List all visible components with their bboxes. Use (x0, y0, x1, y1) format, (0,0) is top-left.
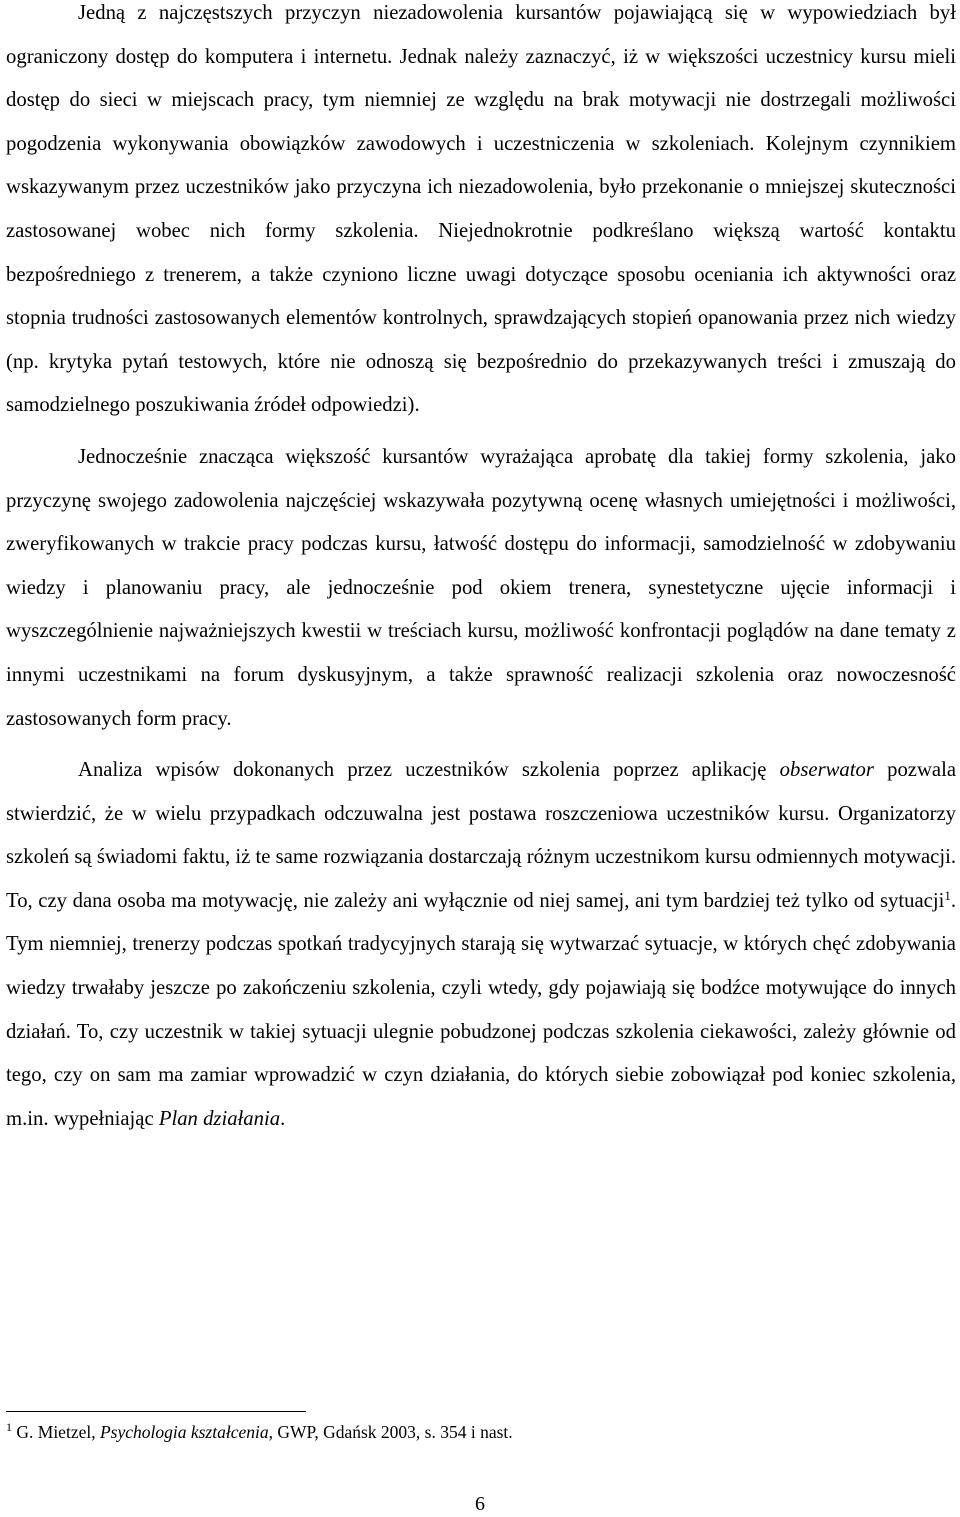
paragraph-2: Jednocześnie znacząca większość kursantów wyrażająca aprobatę dla takiej formy szkolenia, jako przyczynę swojego zadowolenia najczęściej wskazywała pozytywną ocenę własnych umiejętności i możliwości, zweryfikowanych w trakcie pracy podczas kursu, łatwość dostępu do informacji, samodzielność w zdobywaniu wiedzy i planowaniu pracy, ale jednocześnie pod okiem trenera, synestetyczne ujęcie informacji i wyszczególnienie najważniejszych kwestii w treściach kursu, możliwość konfrontacji poglądów na dane tematy z innymi uczestnikami na forum dyskusyjnym, a także sprawność realizacji szkolenia oraz nowoczesność zastosowanych form pracy. (6, 445, 956, 730)
footnote (6, 1420, 513, 1444)
footnote-publication: GWP, Gdańsk 2003, s. 354 i nast. (277, 1422, 513, 1442)
paragraph-3-text-b: pozwala stwierdzić, że w wielu przypadkach odczuwalna jest postawa roszczeniowa uczestników kursu. Organizatorzy szkoleń są świadomi faktu, iż te same rozwiązania dostarczają różnym uczestnikom kursu odmiennych motywacji. To, czy dana osoba ma motywację, nie zależy ani wyłącznie od niej samej, ani tym bardziej też tylko od sytuacji (6, 759, 957, 912)
paragraph-3-italic-plan: Plan działania (158, 1107, 281, 1130)
paragraph-3-text-a: Analiza wpisów dokonanych przez uczestników szkolenia poprzez aplikację (78, 759, 767, 782)
document-page (6, 0, 956, 1141)
paragraph-3-text-d: . (280, 1107, 286, 1130)
footnote-number: 1 (6, 1420, 12, 1434)
footnote-title: Psychologia kształcenia, (99, 1422, 273, 1442)
page-number: 6 (475, 1493, 485, 1515)
footnote-reference[interactable]: 1 (944, 887, 951, 903)
paragraph-1: Jedną z najczęstszych przyczyn niezadowolenia kursantów pojawiającą się w wypowiedziach był ograniczony dostęp do komputera i internetu. Jednak należy zaznaczyć, iż w większości uczestnicy kursu mieli dostęp do sieci w miejscach pracy, tym niemniej ze względu na brak motywacji nie dostrzegali możliwości pogodzenia wykonywania obowiązków zawodowych i uczestniczenia w szkoleniach. Kolejnym czynnikiem wskazywanym przez uczestników jako przyczyna ich niezadowolenia, było przekonanie o mniejszej skuteczności zastosowanej wobec nich formy szkolenia. Niejednokrotnie podkreślano większą wartość kontaktu bezpośredniego z trenerem, a także czyniono liczne uwagi dotyczące sposobu oceniania ich aktywności oraz stopnia trudności zastosowanych elementów kontrolnych, sprawdzających stopień opanowania przez nich wiedzy (np. krytyka pytań testowych, które nie odnoszą się bezpośrednio do przekazywanych treści i zmuszają do samodzielnego poszukiwania źródeł odpowiedzi). (6, 2, 956, 417)
footnote-divider (6, 1411, 306, 1412)
paragraph-3-italic-obserwator: obserwator (779, 759, 874, 782)
paragraph-3 (6, 749, 956, 1141)
footnote-author: G. Mietzel, (16, 1422, 96, 1442)
paragraph-3-text-c: . Tym niemniej, trenerzy podczas spotkań tradycyjnych starają się wytwarzać sytuacje, w których chęć zdobywania wiedzy trwałaby jeszcze po zakończeniu szkolenia, czyli wtedy, gdy pojawiają się bodźce motywujące do innych działań. To, czy uczestnik w takiej sytuacji ulegnie pobudzonej podczas szkolenia ciekawości, zależy głównie od tego, czy on sam ma zamiar wprowadzić w czyn działania, do których siebie zobowiązał pod koniec szkolenia, m.in. wypełniając (6, 889, 956, 1130)
